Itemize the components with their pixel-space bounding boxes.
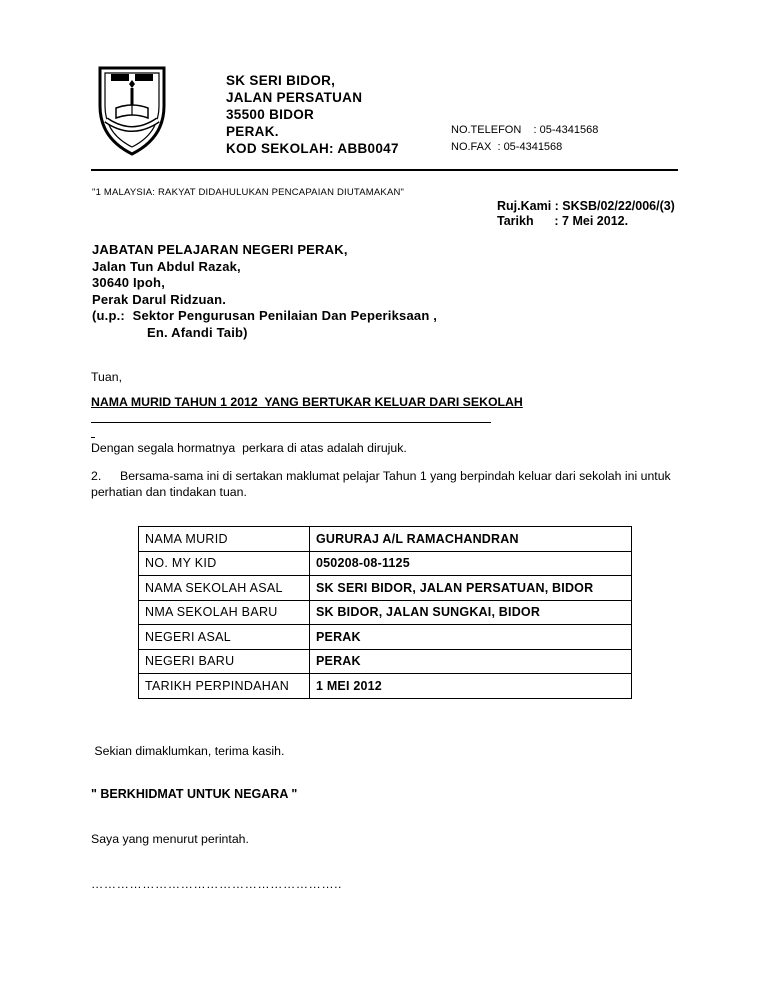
recipient-line6: En. Afandi Taib)	[147, 324, 248, 340]
row-label: NAMA SEKOLAH ASAL	[139, 576, 310, 601]
recipient-line5: (u.p.: Sektor Pengurusan Penilaian Dan Peperiksaan ,	[92, 308, 438, 323]
table-row	[139, 600, 632, 625]
recipient-line3: 30640 Ipoh,	[92, 275, 166, 290]
row-value: 1 MEI 2012	[310, 674, 632, 699]
subject-heading: NAMA MURID TAHUN 1 2012 YANG BERTUKAR KELUAR DARI SEKOLAH	[91, 395, 523, 409]
row-label: NAMA MURID	[139, 527, 310, 552]
recipient-line2: Jalan Tun Abdul Razak,	[92, 258, 241, 274]
row-label: TARIKH PERPINDAHAN	[139, 674, 310, 699]
row-label: NMA SEKOLAH BARU	[139, 600, 310, 625]
student-info-table	[138, 526, 632, 699]
row-label: NO. MY KID	[139, 551, 310, 576]
sign-off: Saya yang menurut perintah.	[91, 832, 249, 846]
row-value: PERAK	[310, 649, 632, 674]
recipient-line1: JABATAN PELAJARAN NEGERI PERAK,	[92, 242, 348, 257]
subject-underline	[91, 422, 491, 423]
header-divider	[91, 169, 678, 171]
reference-number: Ruj.Kami : SKSB/02/22/006/(3)	[497, 199, 675, 213]
school-crest-logo	[96, 62, 168, 156]
table-row	[139, 551, 632, 576]
school-address-line1: JALAN PERSATUAN	[226, 90, 363, 105]
table-row	[139, 576, 632, 601]
row-value: PERAK	[310, 625, 632, 650]
letter-date: Tarikh : 7 Mei 2012.	[497, 214, 629, 228]
school-phone: NO.TELEFON : 05-4341568	[451, 124, 599, 136]
table-row	[139, 674, 632, 699]
school-address-line2: 35500 BIDOR	[226, 107, 315, 122]
slogan: "1 MALAYSIA: RAKYAT DIDAHULUKAN PENCAPAIAN DIUTAMAKAN"	[92, 187, 405, 198]
school-code: KOD SEKOLAH: ABB0047	[226, 141, 399, 156]
row-value: SK SERI BIDOR, JALAN PERSATUAN, BIDOR	[310, 576, 632, 601]
salutation: Tuan,	[91, 370, 122, 384]
paragraph-2-line1: Bersama-sama ini di sertakan maklumat pelajar Tahun 1 yang berpindah keluar dari sekolah ini untuk	[120, 469, 671, 483]
subject-underline-mark	[91, 437, 95, 438]
school-fax: NO.FAX : 05-4341568	[451, 141, 563, 153]
motto: " BERKHIDMAT UNTUK NEGARA "	[91, 787, 298, 801]
row-label: NEGERI BARU	[139, 649, 310, 674]
row-value: SK BIDOR, JALAN SUNGKAI, BIDOR	[310, 600, 632, 625]
table-row	[139, 527, 632, 552]
row-label: NEGERI ASAL	[139, 625, 310, 650]
table-row	[139, 625, 632, 650]
table-row	[139, 649, 632, 674]
paragraph-1: Dengan segala hormatnya perkara di atas adalah dirujuk.	[91, 441, 407, 455]
row-value: GURURAJ A/L RAMACHANDRAN	[310, 527, 632, 552]
signature-line: …………………………………………………..	[91, 877, 342, 891]
school-state: PERAK.	[226, 124, 279, 139]
school-name: SK SERI BIDOR,	[226, 73, 336, 88]
recipient-line4: Perak Darul Ridzuan.	[92, 291, 227, 307]
row-value: 050208-08-1125	[310, 551, 632, 576]
paragraph-2-number: 2.	[91, 469, 102, 483]
closing-line: Sekian dimaklumkan, terima kasih.	[91, 744, 285, 758]
paragraph-2-line2: perhatian dan tindakan tuan.	[91, 485, 247, 499]
